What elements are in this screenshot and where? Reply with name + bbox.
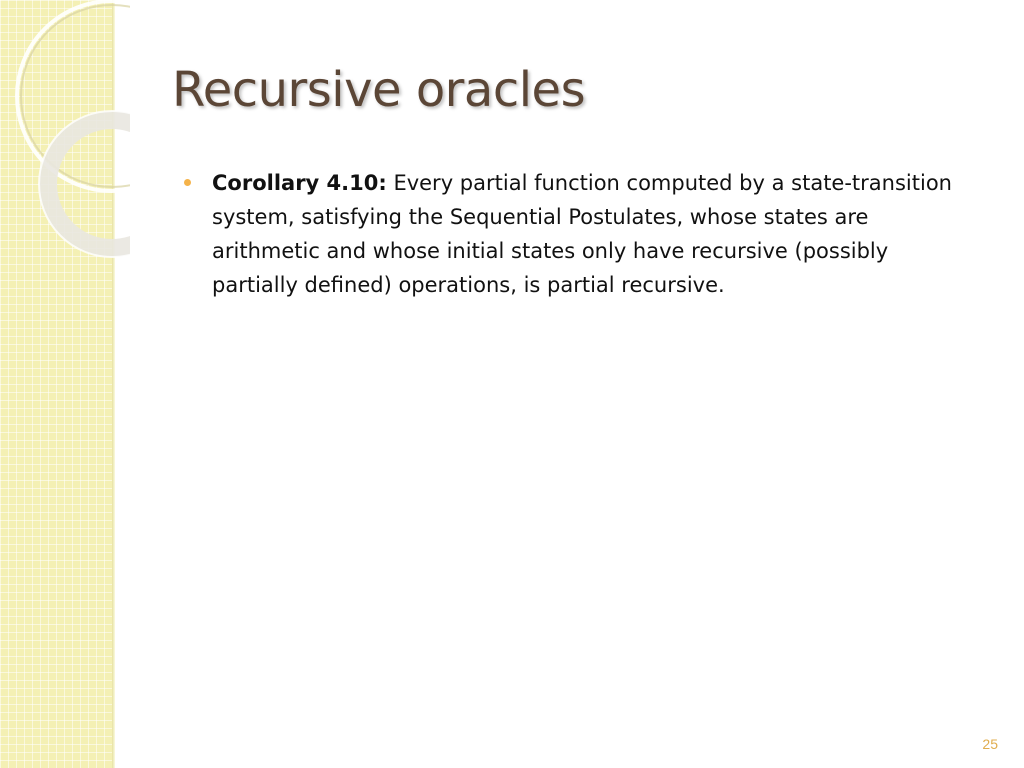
corollary-text: Every partial function computed by a state-transition system, satisfying the Sequential Postulates, whose states are arithmetic and whose initial states only have recursive (possibly partially defined) operations, is partial recursive.: [212, 171, 952, 297]
decorative-rings-graphic: [0, 0, 130, 260]
decorative-ring-upper: [17, 1, 130, 191]
bullet-item: [184, 166, 974, 302]
page-number: 25: [982, 736, 998, 752]
corollary-label: Corollary 4.10:: [212, 171, 387, 195]
decorative-ring-upper-shadow: [21, 5, 130, 187]
slide-content: [184, 166, 974, 302]
bullet-marker-icon: [184, 179, 191, 186]
slide-title: Recursive oracles: [172, 62, 586, 118]
